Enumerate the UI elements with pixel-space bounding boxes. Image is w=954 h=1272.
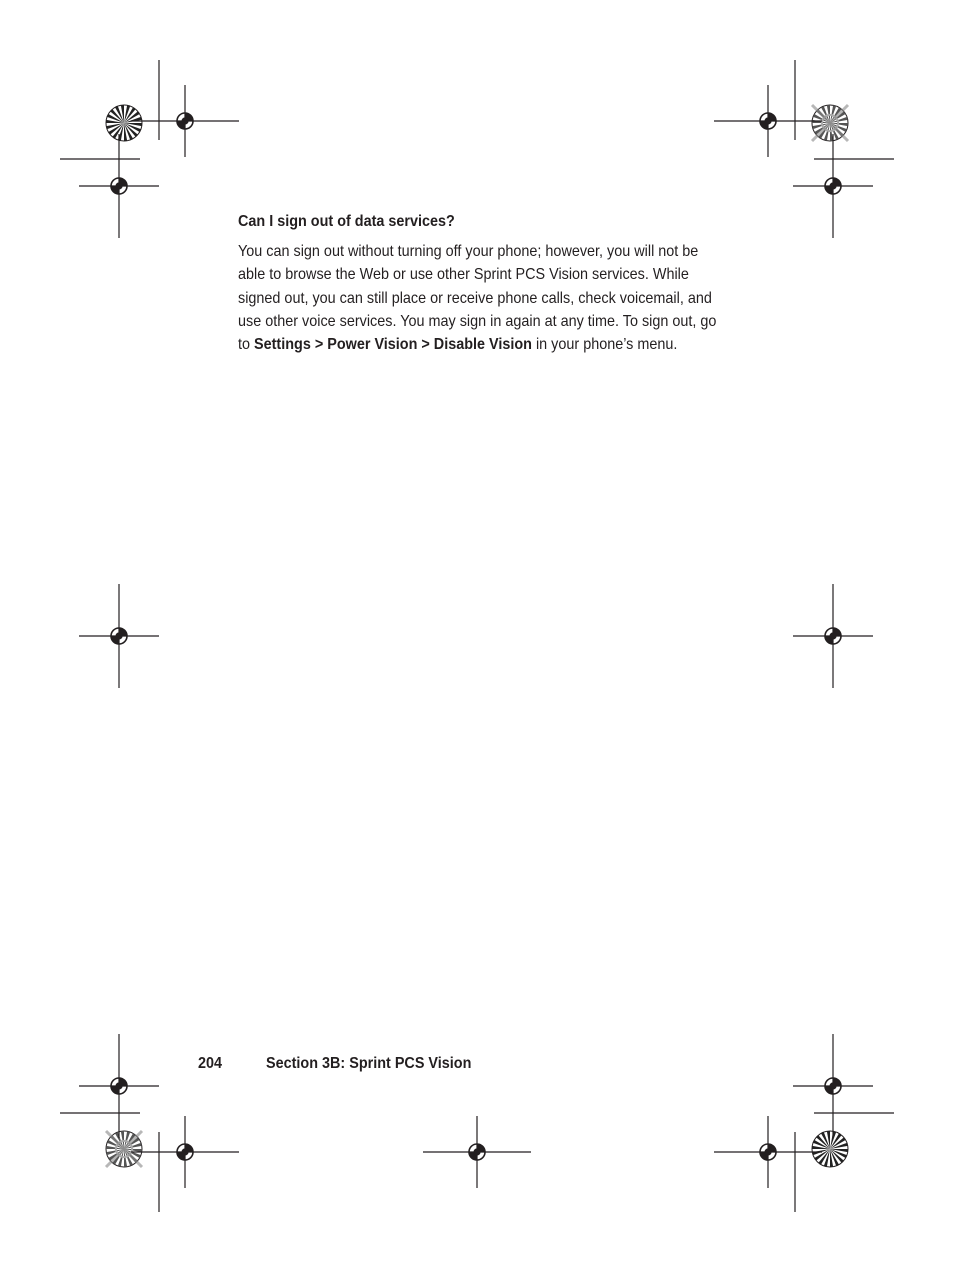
- registration-mark-icon: [793, 134, 873, 238]
- menu-path: Settings > Power Vision > Disable Vision: [254, 336, 532, 354]
- starburst-wheel-icon: [812, 105, 848, 141]
- registration-mark-icon: [714, 1116, 822, 1188]
- answer-line: use other voice services. You may sign in again at any time. To sign out, go: [238, 312, 717, 330]
- answer-line-prefix: to: [238, 336, 255, 354]
- answer-line: [238, 333, 729, 356]
- section-title: Section 3B: Sprint PCS Vision: [266, 1055, 472, 1072]
- registration-mark-icon: [131, 85, 239, 157]
- registration-mark-icon: [793, 584, 873, 688]
- answer-line: able to browse the Web or use other Sprint PCS Vision services. While: [238, 266, 689, 284]
- answer-line: You can sign out without turning off your phone; however, you will not be: [238, 243, 699, 260]
- registration-mark-icon: [423, 1116, 531, 1188]
- starburst-wheel-icon: [106, 105, 142, 141]
- question-heading: Can I sign out of data services?: [238, 213, 455, 230]
- registration-mark-icon: [79, 134, 159, 238]
- registration-mark-icon: [79, 584, 159, 688]
- starburst-wheel-icon: [812, 1131, 848, 1167]
- registration-mark-icon: [79, 1034, 159, 1138]
- registration-mark-icon: [714, 85, 822, 157]
- registration-mark-icon: [793, 1034, 873, 1138]
- answer-paragraph: [238, 240, 729, 356]
- answer-line-suffix: in your phone’s menu.: [531, 336, 678, 354]
- registration-mark-icon: [131, 1116, 239, 1188]
- starburst-wheel-icon: [106, 1131, 142, 1167]
- answer-line: signed out, you can still place or receive phone calls, check voicemail, and: [238, 289, 712, 307]
- page-number: 204: [198, 1055, 223, 1072]
